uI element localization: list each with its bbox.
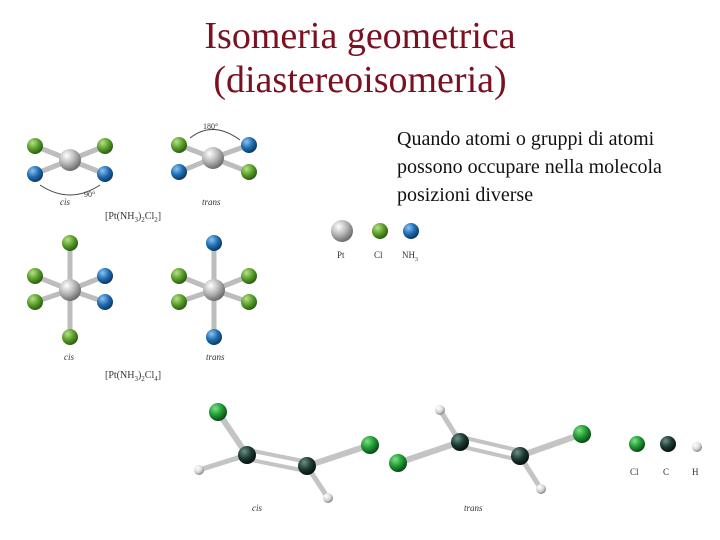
hydrogen-atom <box>194 465 204 475</box>
carbon-atom <box>511 447 529 465</box>
hydrogen-atom <box>536 484 546 494</box>
ammonia-group <box>27 166 43 182</box>
square-cis-label: cis <box>60 197 70 207</box>
legend-h-label: H <box>692 467 699 477</box>
chlorine-atom <box>97 138 113 154</box>
chlorine-atom <box>241 164 257 180</box>
chlorine-atom <box>573 425 591 443</box>
ammonia-group <box>171 164 187 180</box>
chlorine-atom <box>27 138 43 154</box>
ammonia-group <box>97 166 113 182</box>
angle-180-label: 180° <box>203 122 219 131</box>
definition-line-2: possono occupare nella molecola <box>397 156 662 178</box>
chlorine-atom <box>241 268 257 284</box>
legend-cl-label: Cl <box>374 250 383 260</box>
chlorine-atom <box>62 235 78 251</box>
definition-line-1: Quando atomi o gruppi di atomi <box>397 128 655 150</box>
ammonia-group <box>241 137 257 153</box>
legend-cl-swatch <box>629 436 645 452</box>
legend-cl-swatch <box>372 223 388 239</box>
legend-c-label: C <box>663 467 670 477</box>
octahedral-cis-label: cis <box>64 352 74 362</box>
ammonia-group <box>206 235 222 251</box>
platinum-atom <box>202 147 224 169</box>
chlorine-atom <box>171 137 187 153</box>
alkene-trans-label: trans <box>464 503 483 513</box>
platinum-atom <box>59 279 81 301</box>
legend-c-swatch <box>660 436 676 452</box>
legend-h-swatch <box>692 442 702 452</box>
pt-legend <box>331 220 419 263</box>
chlorine-atom <box>209 403 227 421</box>
ammonia-group <box>97 268 113 284</box>
chlorine-atom <box>171 268 187 284</box>
title-line-1: Isomeria geometrica <box>204 15 516 57</box>
legend-nh3-swatch <box>403 223 419 239</box>
hydrogen-atom <box>323 493 333 503</box>
chlorine-atom <box>389 454 407 472</box>
legend-cl-label: Cl <box>630 467 639 477</box>
octahedral-formula: $[Pt(NH_3)_2Cl_4]$ <box>105 370 162 383</box>
alkene-cis-label: cis <box>252 503 262 513</box>
chlorine-atom <box>27 294 43 310</box>
square-planar-formula: $[Pt(NH_3)_2Cl_2]$ <box>105 211 162 224</box>
alkene-cis-molecule <box>194 403 379 503</box>
legend-pt-label: Pt <box>337 250 345 260</box>
atom-legend <box>629 436 702 477</box>
platinum-atom <box>59 149 81 171</box>
carbon-atom <box>451 433 469 451</box>
carbon-atom <box>298 457 316 475</box>
ammonia-group <box>206 329 222 345</box>
ammonia-group <box>97 294 113 310</box>
legend-pt-swatch <box>331 220 353 242</box>
chlorine-atom <box>171 294 187 310</box>
title-line-2: (diastereoisomeria) <box>213 59 507 101</box>
chlorine-atom <box>27 268 43 284</box>
chlorine-atom <box>62 329 78 345</box>
carbon-atom <box>238 446 256 464</box>
platinum-atom <box>203 279 225 301</box>
angle-90-label: 90° <box>84 190 96 199</box>
chlorine-atom <box>361 436 379 454</box>
angle-180-arc <box>190 129 240 140</box>
octahedral-trans-label: trans <box>206 352 225 362</box>
definition-line-3: posizioni diverse <box>397 184 534 206</box>
hydrogen-atom <box>435 405 445 415</box>
alkene-trans-molecule <box>389 405 591 494</box>
legend-nh3-label: $NH_3$ <box>402 250 418 263</box>
square-trans-label: trans <box>202 197 221 207</box>
chlorine-atom <box>241 294 257 310</box>
